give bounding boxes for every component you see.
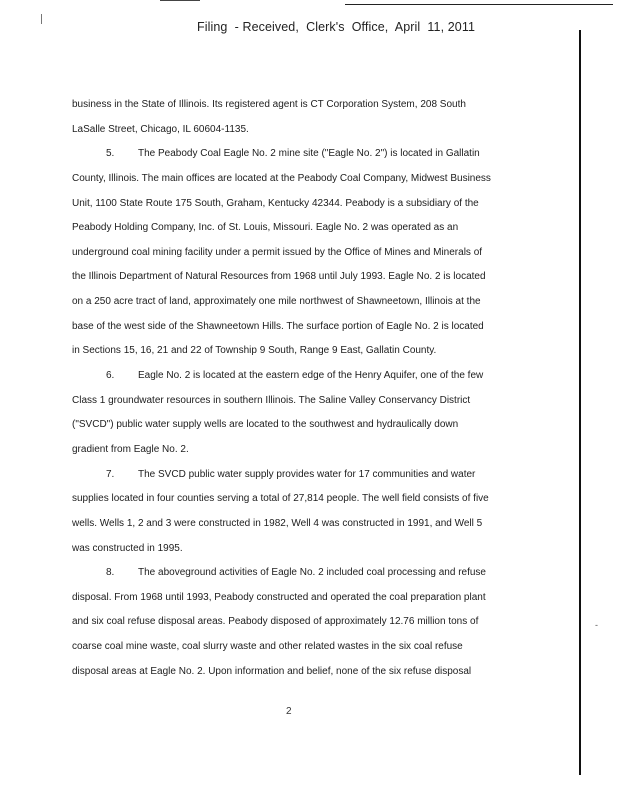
text-line: The aboveground activities of Eagle No. 2 included coal processing and refuse bbox=[138, 567, 486, 579]
text-line: disposal areas at Eagle No. 2. Upon information and belief, none of the six refuse disposal bbox=[72, 665, 472, 677]
text-line: Unit, 1100 State Route 175 South, Graham, Kentucky 42344. Peabody is a subsidiary of the bbox=[72, 197, 479, 209]
paragraph-6-first-line bbox=[72, 366, 492, 391]
text-line: the Illinois Department of Natural Resources from 1968 until July 1993. Eagle No. 2 is located bbox=[72, 271, 486, 283]
text-line: supplies located in four counties serving a total of 27,814 people. The well field consists of five bbox=[72, 493, 489, 505]
text-line: The SVCD public water supply provides water for 17 communities and water bbox=[138, 468, 476, 480]
filing-stamp: Filing - Received, Clerk's Office, April 11, 2011 bbox=[197, 20, 476, 34]
text-line: Peabody Holding Company, Inc. of St. Louis, Missouri. Eagle No. 2 was operated as an bbox=[72, 222, 459, 234]
paragraph-number: 8. bbox=[106, 567, 115, 579]
text-line: underground coal mining facility under a permit issued by the Office of Mines and Minerals of bbox=[72, 246, 483, 258]
paragraph-5-first-line bbox=[72, 144, 492, 169]
scan-right-border bbox=[579, 30, 581, 775]
text-line: ("SVCD") public water supply wells are located to the southwest and hydraulically down bbox=[72, 419, 459, 431]
scan-edge-mark bbox=[160, 0, 200, 1]
text-line: disposal. From 1968 until 1993, Peabody constructed and operated the coal preparation plant bbox=[72, 591, 486, 603]
text-line: coarse coal mine waste, coal slurry waste and other related wastes in the six coal refuse bbox=[72, 641, 463, 653]
text-line: The Peabody Coal Eagle No. 2 mine site ("Eagle No. 2") is located in Gallatin bbox=[138, 148, 480, 160]
scan-left-mark bbox=[41, 14, 42, 24]
paragraph-7-first-line bbox=[72, 465, 492, 490]
text-line: on a 250 acre tract of land, approximately one mile northwest of Shawneetown, Illinois at the bbox=[72, 296, 481, 308]
paragraph-number: 5. bbox=[106, 148, 115, 160]
text-line: was constructed in 1995. bbox=[72, 542, 183, 554]
paragraph-number: 7. bbox=[106, 468, 115, 480]
text-line: in Sections 15, 16, 21 and 22 of Township 9 South, Range 9 East, Gallatin County. bbox=[72, 345, 437, 357]
scan-stray-mark: - bbox=[595, 620, 598, 630]
text-line: Eagle No. 2 is located at the eastern edge of the Henry Aquifer, one of the few bbox=[138, 370, 484, 382]
text-line: County, Illinois. The main offices are located at the Peabody Coal Company, Midwest Business bbox=[72, 172, 491, 184]
paragraph-number: 6. bbox=[106, 370, 115, 382]
document-body bbox=[72, 95, 492, 686]
text-line: business in the State of Illinois. Its registered agent is CT Corporation System, 208 South bbox=[72, 99, 466, 110]
paragraph-8-first-line bbox=[72, 563, 492, 588]
scan-top-border bbox=[345, 4, 613, 5]
text-line: wells. Wells 1, 2 and 3 were constructed in 1982, Well 4 was constructed in 1991, and Well 5 bbox=[72, 517, 483, 529]
text-line: base of the west side of the Shawneetown Hills. The surface portion of Eagle No. 2 is located bbox=[72, 320, 484, 332]
text-line: and six coal refuse disposal areas. Peabody disposed of approximately 12.76 million tons of bbox=[72, 616, 479, 628]
text-line: gradient from Eagle No. 2. bbox=[72, 443, 189, 455]
text-line: Class 1 groundwater resources in southern Illinois. The Saline Valley Conservancy District bbox=[72, 394, 471, 406]
page-number: 2 bbox=[286, 706, 292, 717]
text-line: LaSalle Street, Chicago, IL 60604-1135. bbox=[72, 123, 249, 135]
